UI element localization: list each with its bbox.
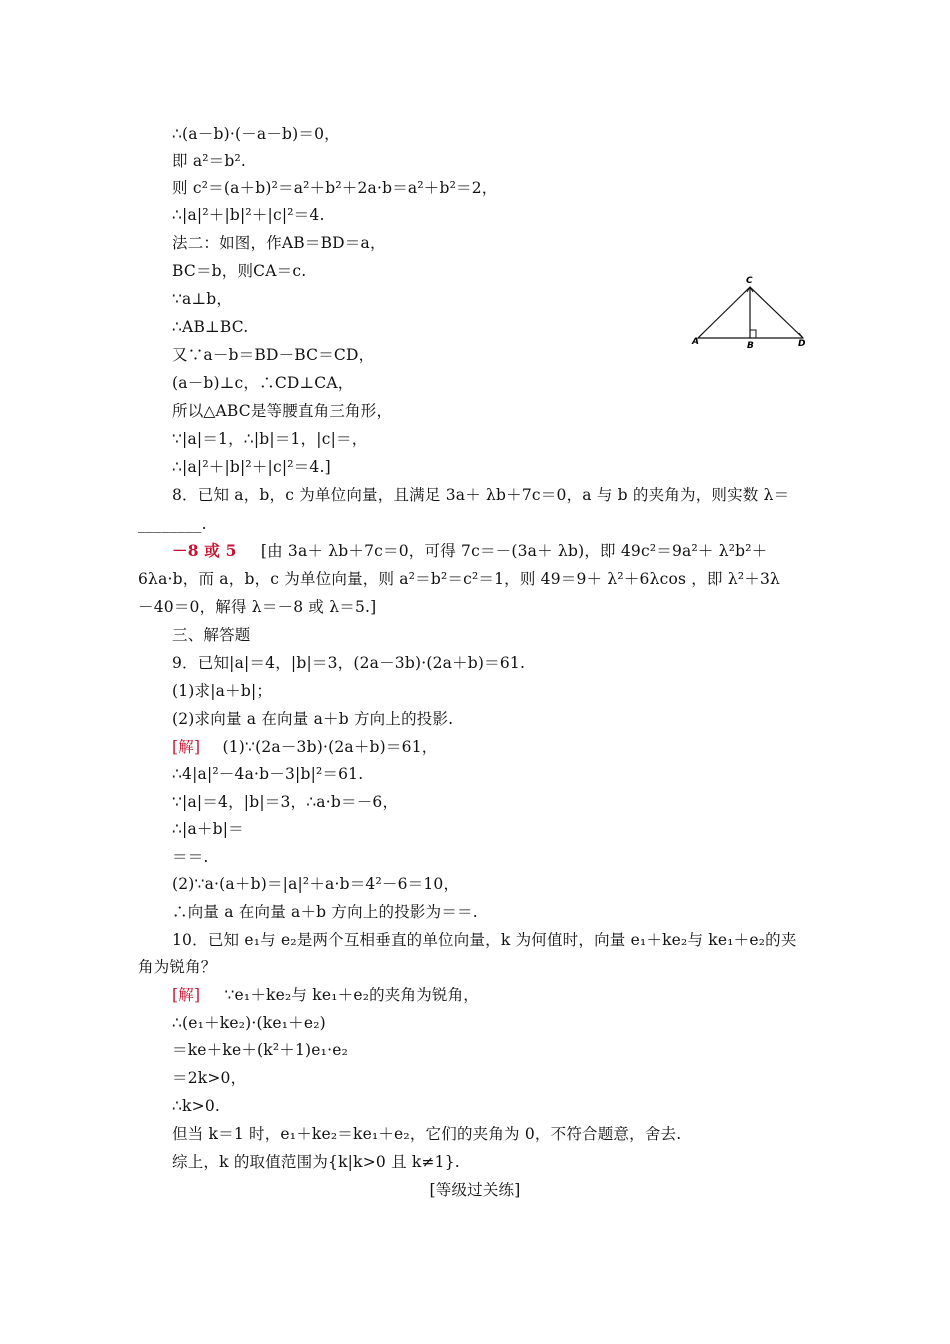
question-8-line1: 8．已知 a，b，c 为单位向量，且满足 3a＋ λb＋7c＝0，a 与 b 的夹角为，则实数 λ＝ bbox=[172, 486, 790, 504]
solution-label: [解] bbox=[172, 738, 201, 756]
text-line: ∴|a|²＋|b|²＋|c|²＝4.] bbox=[172, 458, 331, 476]
question-9: 9．已知|a|＝4，|b|＝3，(2a－3b)·(2a＋b)＝61. bbox=[172, 654, 526, 672]
text-line: 又∵a－b＝BD－BC＝CD， bbox=[172, 346, 375, 364]
segment-cd bbox=[750, 287, 803, 338]
text-line: 则 c²＝(a＋b)²＝a²＋b²＋2a·b＝a²＋b²＝2， bbox=[172, 179, 498, 197]
question-10-line1: 10．已知 e₁与 e₂是两个互相垂直的单位向量，k 为何值时，向量 e₁＋ke₂与 ke₁＋e₂的夹 bbox=[172, 931, 797, 949]
right-angle-mark bbox=[750, 330, 756, 338]
text-line: ∴|a|²＋|b|²＋|c|²＝4. bbox=[172, 206, 325, 224]
text-line: (a－b)⊥c，∴CD⊥CA， bbox=[172, 374, 354, 392]
answer-8-explanation: [由 3a＋ λb＋7c＝0，可得 7c＝－(3a＋ λb)，即 49c²＝9a²＋ λ²b²＋ bbox=[260, 542, 768, 560]
solution-9-line4: ∴|a＋b|＝ bbox=[172, 820, 244, 838]
text-line: 所以△ABC是等腰直角三角形， bbox=[172, 402, 393, 420]
solution-10-line3: ＝ke＋ke＋(k²＋1)e₁·e₂ bbox=[172, 1041, 348, 1059]
answer-8-line2: 6λa·b，而 a，b，c 为单位向量，则 a²＝b²＝c²＝1，则 49＝9＋ λ²＋6λcos ，即 λ²＋3λ bbox=[138, 570, 781, 588]
text-line: ∵|a|＝1，∴|b|＝1，|c|＝， bbox=[172, 430, 368, 448]
solution-10-line7: 综上，k 的取值范围为{k|k>0 且 k≠1}. bbox=[172, 1153, 460, 1171]
label-c: C bbox=[746, 276, 753, 286]
segment-ca bbox=[698, 287, 750, 338]
solution-text: ∵e₁＋ke₂与 ke₁＋e₂的夹角为锐角， bbox=[224, 986, 480, 1004]
solution-9-line3: ∵|a|＝4，|b|＝3，∴a·b＝－6， bbox=[172, 793, 399, 811]
label-b: B bbox=[747, 341, 754, 351]
solution-9-line1 bbox=[172, 737, 437, 757]
answer-8-value: －8 或 5 bbox=[172, 541, 237, 560]
question-9-part2: (2)求向量 a 在向量 a＋b 方向上的投影. bbox=[172, 710, 454, 728]
solution-9-line7: ∴向量 a 在向量 a＋b 方向上的投影为＝＝. bbox=[172, 903, 478, 921]
text-line: 即 a²＝b². bbox=[172, 152, 247, 170]
solution-10-line5: ∴k>0. bbox=[172, 1097, 221, 1115]
label-a: A bbox=[692, 337, 699, 347]
solution-text: (1)∵(2a－3b)·(2a＋b)＝61， bbox=[222, 738, 438, 756]
arrow-head bbox=[796, 333, 803, 338]
section-heading: 三、解答题 bbox=[172, 626, 251, 644]
question-10-line2: 角为锐角？ bbox=[138, 958, 217, 976]
solution-label: [解] bbox=[172, 986, 201, 1004]
solution-9-line5: ＝＝. bbox=[172, 848, 209, 866]
section-footer: [等级过关练] bbox=[429, 1181, 521, 1199]
text-line: ∵a⊥b， bbox=[172, 290, 233, 308]
answer-8-line3: －40＝0，解得 λ＝－8 或 λ＝5.] bbox=[138, 598, 377, 616]
solution-10-line1 bbox=[172, 985, 479, 1005]
solution-9-line6: (2)∵a·(a＋b)＝|a|²＋a·b＝4²－6＝10， bbox=[172, 875, 460, 893]
text-line: BC＝b，则CA＝c. bbox=[172, 262, 307, 280]
solution-10-line2: ∴(e₁＋ke₂)·(ke₁＋e₂) bbox=[172, 1014, 326, 1032]
answer-8-line1 bbox=[172, 541, 767, 561]
text-line: ∴(a－b)·(－a－b)＝0， bbox=[172, 125, 340, 143]
label-d: D bbox=[798, 339, 806, 349]
solution-9-line2: ∴4|a|²－4a·b－3|b|²＝61. bbox=[172, 765, 364, 783]
question-9-part1: (1)求|a＋b|； bbox=[172, 682, 273, 700]
text-line: 法二：如图，作AB＝BD＝a， bbox=[172, 234, 386, 252]
question-8-blank: ________. bbox=[138, 515, 207, 533]
solution-10-line6: 但当 k＝1 时，e₁＋ke₂＝ke₁＋e₂，它们的夹角为 0，不符合题意，舍去. bbox=[172, 1125, 682, 1143]
solution-10-line4: ＝2k>0， bbox=[172, 1069, 247, 1087]
text-line: ∴AB⊥BC. bbox=[172, 318, 249, 336]
triangle-figure bbox=[688, 272, 813, 352]
